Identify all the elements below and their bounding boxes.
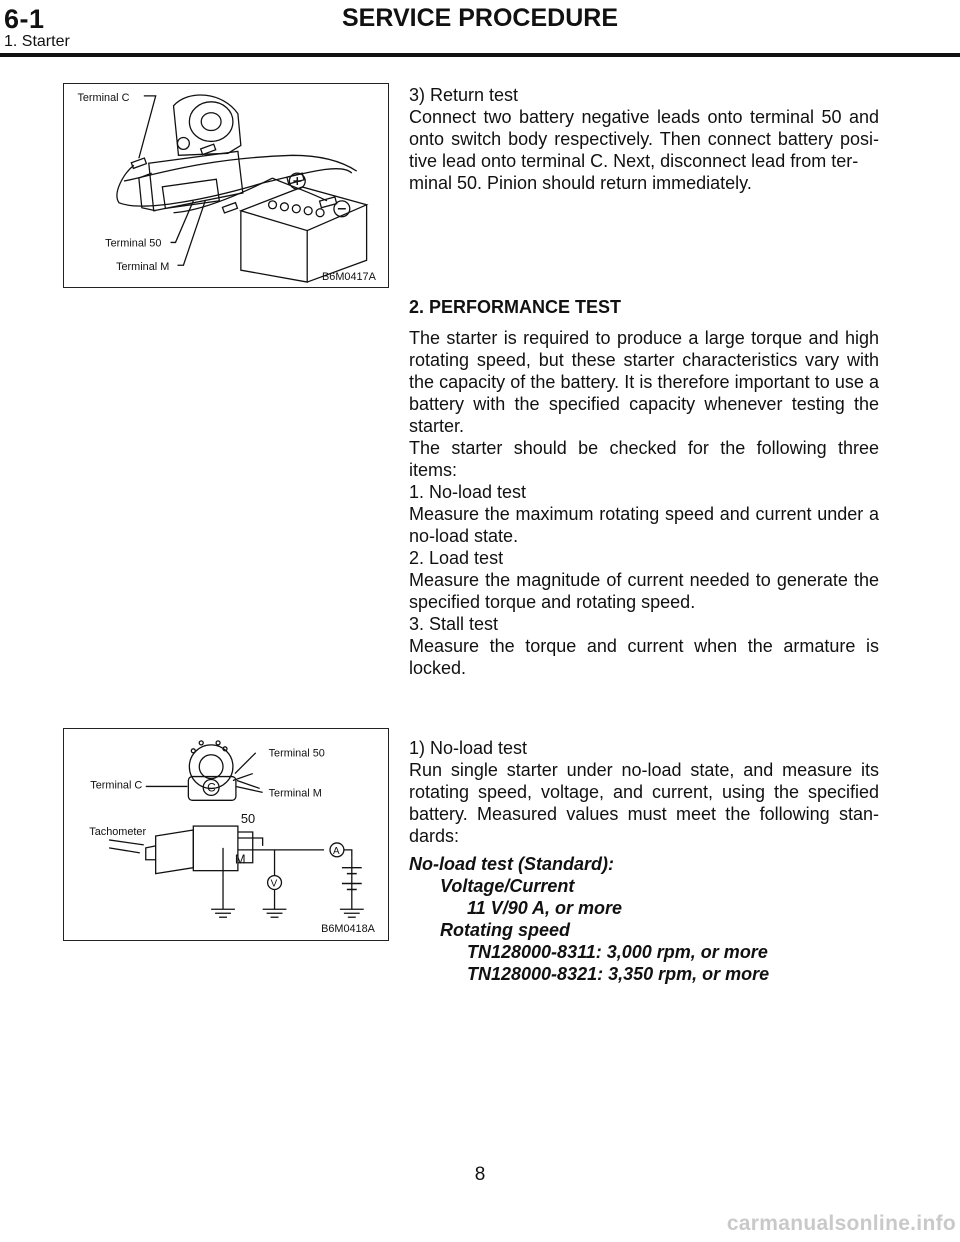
return-test-section [409,84,879,194]
performance-test-heading: 2. PERFORMANCE TEST [409,297,622,317]
label-terminal-50: Terminal 50 [268,747,325,760]
label-terminal-c: Terminal C [77,91,130,104]
item-description: Measure the magnitude of current needed to generate the specified torque and rotating speed. [409,570,879,612]
label-terminal-c: Terminal C [90,779,143,792]
item-title: 2. Load test [409,548,504,568]
figure-noload-test [63,728,389,941]
item-title: 1. No-load test [409,482,527,502]
voltage-current-value: 11 V/90 A, or more [467,898,623,918]
section-code: 6-1 [4,4,45,34]
performance-test-section [409,296,879,679]
figure-return-test [63,83,389,288]
performance-check-items: The starter should be checked for the following three items: [409,438,879,480]
label-terminal-m-short: M [234,851,246,867]
return-test-body-end: minal 50. Pinion should return immediately. [409,173,752,193]
noload-test-body: Run single starter under no-load state, and measure its rotating speed, voltage, and current, using the specified battery. Measured values must meet the following stan- dards: [409,760,879,846]
rotating-speed-label: Rotating speed [440,920,571,940]
noload-test-title: 1) No-load test [409,738,528,758]
return-test-diagram [64,84,388,287]
item-title: 3. Stall test [409,614,499,634]
rotating-speed-8311: TN128000-8311: 3,000 rpm, or more [467,942,768,962]
ammeter-symbol: A [332,845,340,857]
voltmeter-symbol: V [270,878,278,890]
rotating-speed-8321: TN128000-8321: 3,350 rpm, or more [467,964,770,984]
label-terminal-m: Terminal M [116,261,170,274]
label-tachometer: Tachometer [89,825,147,838]
performance-intro: The starter is required to produce a large torque and high rotating speed, but these starter characteristics vary with the capacity of the battery. It is therefore important to use a battery with the specified capacity whenever testing the starter. [409,328,879,436]
figure-code: B6M0418A [321,923,375,936]
return-test-body: Connect two battery negative leads onto terminal 50 and onto switch body respectively. Then connect battery posi- tive lead onto terminal C. Next, disconnect lead from ter- [409,107,879,171]
page-title: SERVICE PROCEDURE [342,4,618,32]
voltage-current-label: Voltage/Current [440,876,575,896]
subsection-title: 1. Starter [4,33,70,50]
label-terminal-m: Terminal M [268,787,322,800]
header-rule [0,53,960,57]
noload-test-section [409,737,879,985]
item-description: Measure the maximum rotating speed and current under a no-load state. [409,504,879,546]
watermark: carmanualsonline.info [726,1212,956,1235]
item-description: Measure the torque and current when the armature is locked. [409,636,879,678]
label-terminal-c-short: C [207,780,216,795]
label-terminal-50: Terminal 50 [105,237,162,250]
label-terminal-50-short: 50 [240,811,256,827]
return-test-title: 3) Return test [409,85,519,105]
figure-code: B6M0417A [322,271,376,284]
noload-spec-heading: No-load test (Standard): [409,854,614,874]
noload-test-diagram [64,729,388,940]
page-number: 8 [474,1164,486,1185]
